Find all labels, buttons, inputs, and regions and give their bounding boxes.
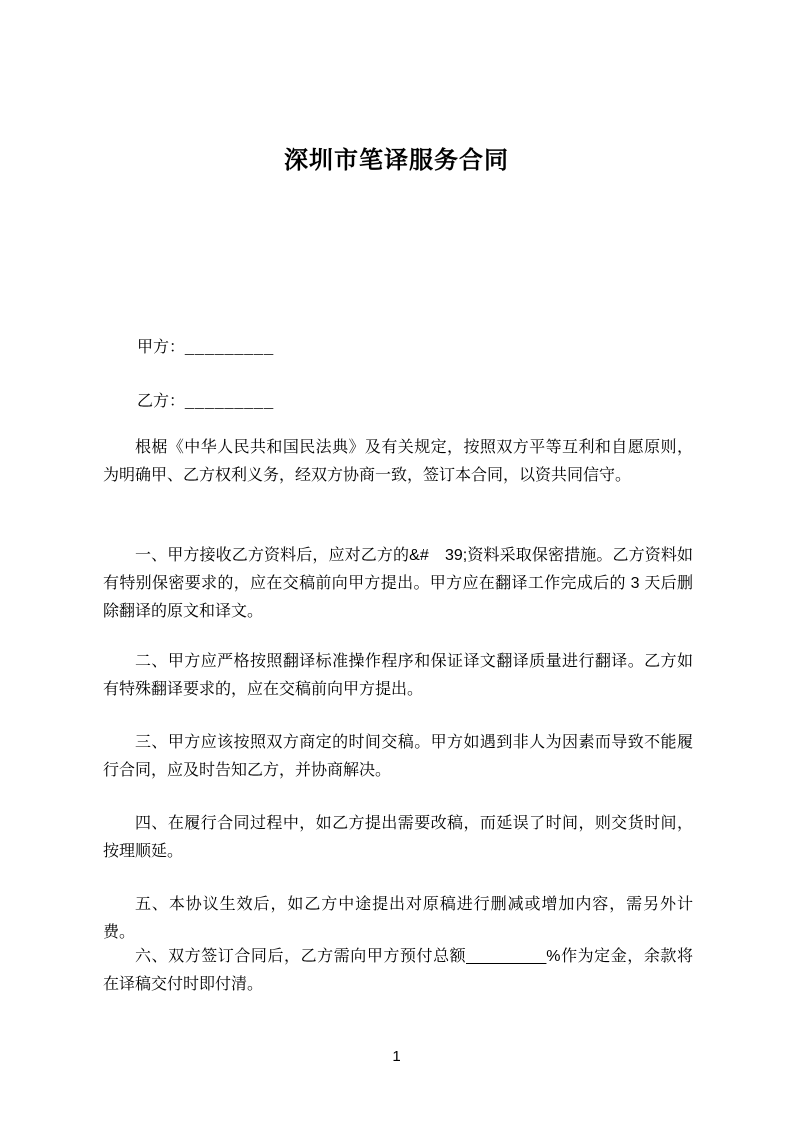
clause-6-deposit-payment: 六、双方签订合同后，乙方需向甲方预付总额_________%作为定金，余款将在译稿交付时即付清。: [103, 948, 693, 993]
party-b-line: [137, 391, 274, 413]
party-a-line: [137, 337, 274, 359]
preamble-paragraph: 根椐《中华人民共和国民法典》及有关规定，按照双方平等互利和自愿原则，为明确甲、乙方权利义务，经双方协商一致，签订本合同，以资共同信守。: [103, 439, 693, 484]
party-b-label: 乙方：: [137, 393, 186, 410]
party-a-blank-field: _________: [185, 339, 275, 356]
page-number: 1: [392, 1048, 401, 1065]
clause-1-confidentiality: 一、甲方接收乙方资料后，应对乙方的&# 39;资料采取保密措施。乙方资料如有特别保密要求的，应在交稿前向甲方提出。甲方应在翻译工作完成后的 3 天后删除翻译的原文和译文。: [103, 547, 693, 620]
clause-5-extra-fees: 五、本协议生效后，如乙方中途提出对原稿进行删减或增加内容，需另外计费。: [103, 896, 693, 941]
clause-4-revision-delay: 四、在履行合同过程中，如乙方提出需要改稿，而延误了时间，则交货时间，按理顺延。: [103, 815, 693, 860]
document-title: 深圳市笔译服务合同: [284, 147, 509, 174]
clause-2-quality: 二、甲方应严格按照翻译标准操作程序和保证译文翻译质量进行翻译。乙方如有特殊翻译要求的，应在交稿前向甲方提出。: [103, 653, 693, 698]
party-a-label: 甲方：: [137, 339, 186, 356]
clause-3-delivery-time: 三、甲方应该按照双方商定的时间交稿。甲方如遇到非人为因素而导致不能履行合同，应及时告知乙方，并协商解决。: [103, 734, 693, 779]
party-b-blank-field: _________: [185, 393, 275, 410]
